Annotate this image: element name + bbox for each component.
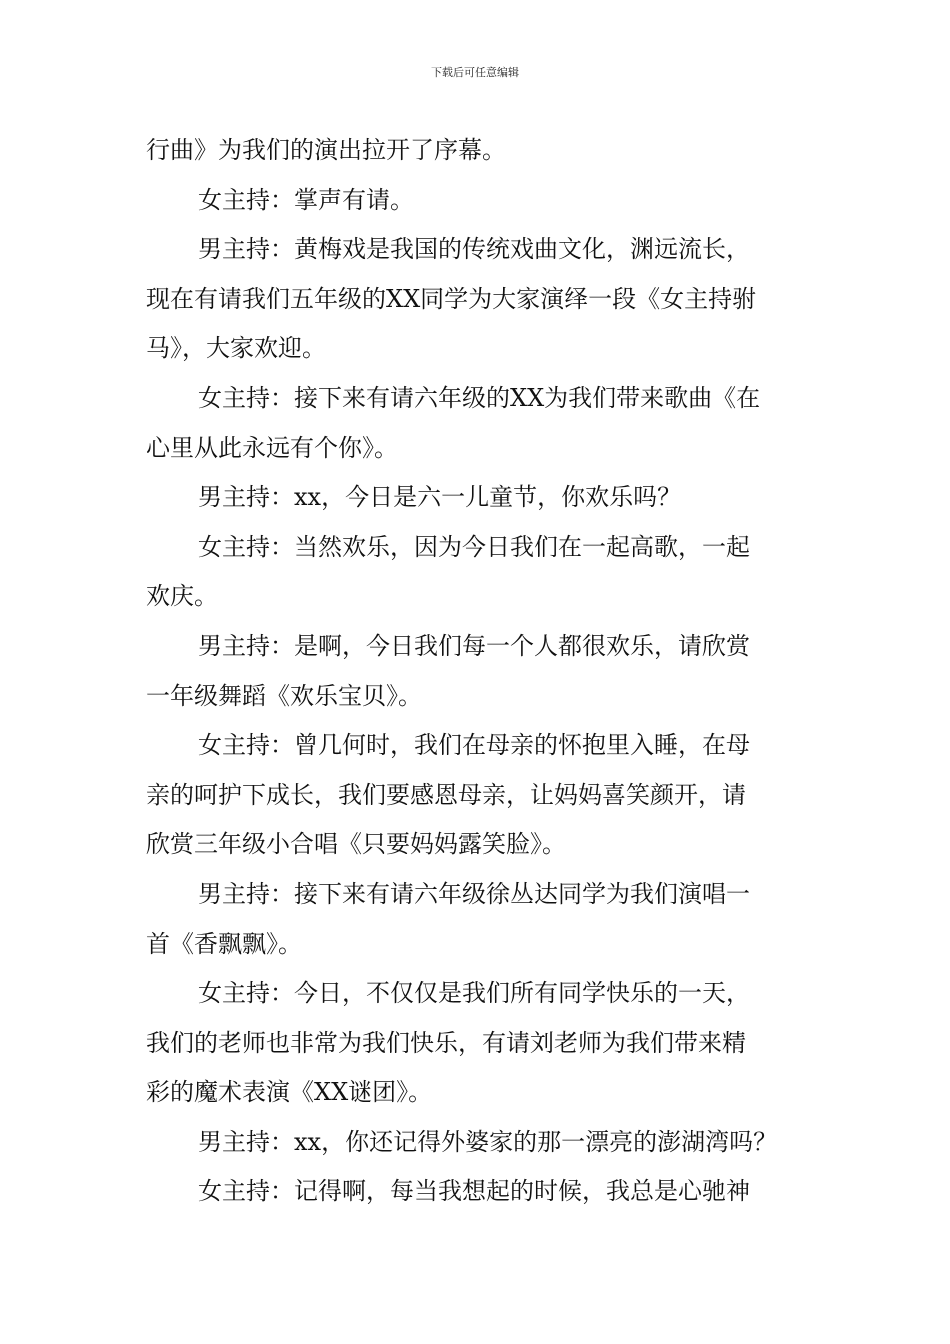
text-line: 欢庆。 [146, 582, 218, 611]
text-line: 女主持：曾几何时，我们在母亲的怀抱里入睡，在母 [198, 731, 750, 760]
text-line: 首《香飘飘》。 [146, 929, 302, 958]
text-line: 男主持：黄梅戏是我国的传统戏曲文化，渊远流长， [198, 235, 750, 264]
text-line: 女主持：今日，不仅仅是我们所有同学快乐的一天， [198, 979, 750, 1008]
text-line: 马》，大家欢迎。 [146, 334, 326, 363]
text-line: 女主持：掌声有请。 [198, 185, 414, 214]
text-line: 欣赏三年级小合唱《只要妈妈露笑脸》。 [146, 830, 566, 859]
text-line: 男主持：接下来有请六年级徐丛达同学为我们演唱一 [198, 879, 750, 908]
text-line: 现在有请我们五年级的XX同学为大家演绎一段《女主持驸 [146, 284, 757, 313]
text-line: 男主持：xx，你还记得外婆家的那一漂亮的澎湖湾吗？ [198, 1127, 778, 1156]
text-line: 行曲》为我们的演出拉开了序幕。 [146, 136, 506, 164]
text-line: 彩的魔术表演《XX谜团》。 [146, 1078, 433, 1107]
text-line: 我们的老师也非常为我们快乐，有请刘老师为我们带来精 [146, 1028, 746, 1057]
text-line: 男主持：是啊，今日我们每一个人都很欢乐，请欣赏 [198, 631, 750, 660]
text-line: 女主持：接下来有请六年级的XX为我们带来歌曲《在 [198, 383, 761, 412]
text-line: 女主持：记得啊，每当我想起的时候，我总是心驰神 [198, 1177, 750, 1206]
document-body [146, 126, 810, 1217]
text-line: 心里从此永远有个你》。 [146, 433, 398, 462]
text-line: 一年级舞蹈《欢乐宝贝》。 [146, 681, 422, 710]
text-line: 女主持：当然欢乐，因为今日我们在一起高歌，一起 [198, 532, 750, 561]
text-line: 男主持：xx，今日是六一儿童节，你欢乐吗？ [198, 483, 682, 512]
page-header: 下载后可任意编辑 [431, 66, 519, 79]
text-line: 亲的呵护下成长，我们要感恩母亲，让妈妈喜笑颜开，请 [146, 780, 746, 809]
